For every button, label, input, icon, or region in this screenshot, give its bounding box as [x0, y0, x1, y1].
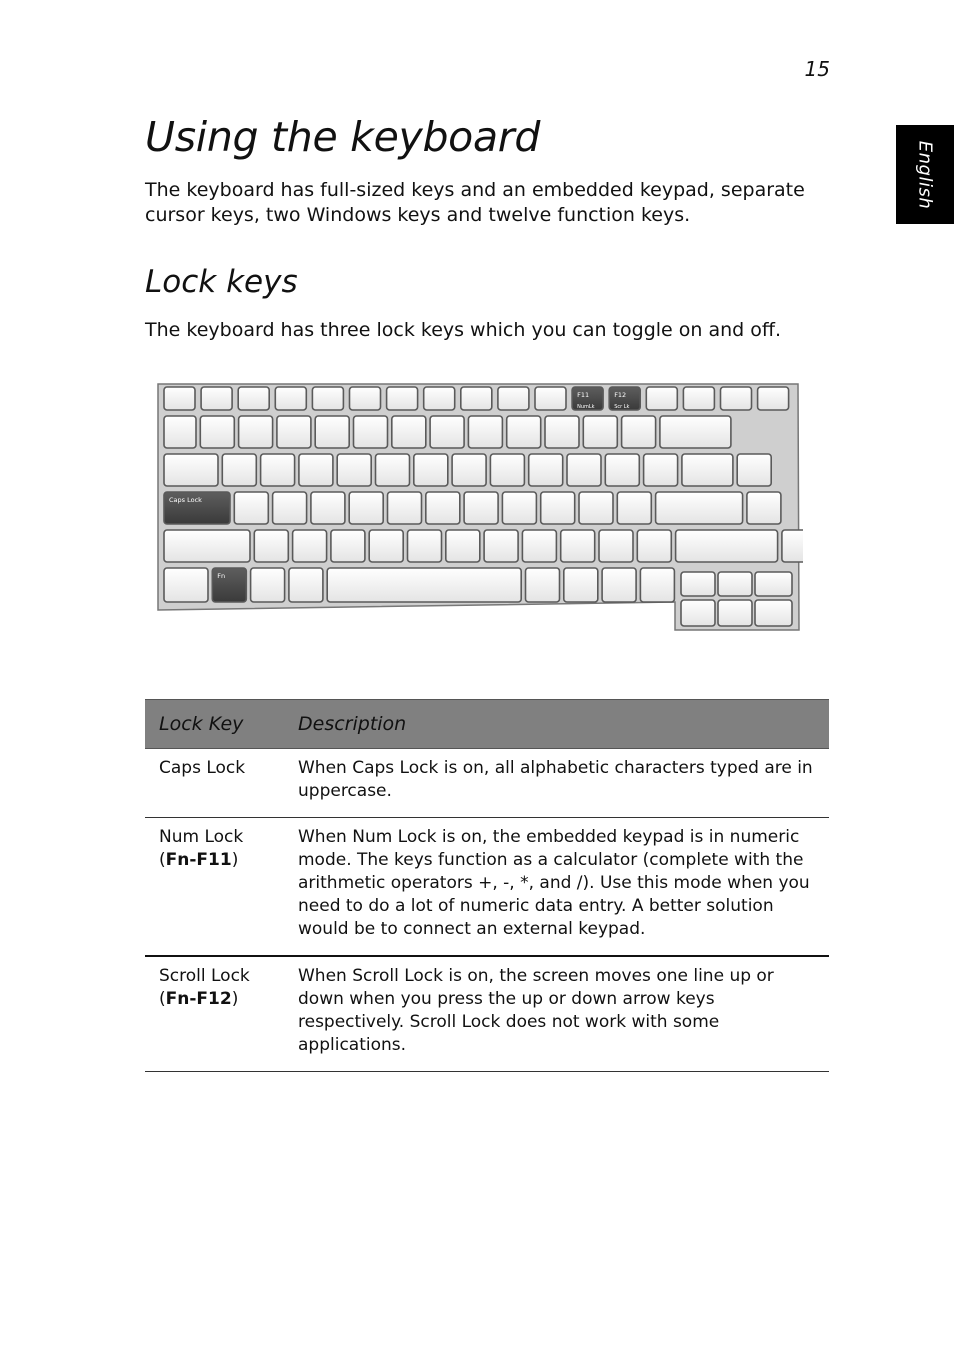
header-description: Description — [284, 700, 829, 749]
keyboard-key — [490, 454, 524, 486]
keyboard-key — [426, 492, 460, 524]
keyboard-key — [567, 454, 601, 486]
keyboard-key — [502, 492, 536, 524]
keyboard-key — [718, 572, 752, 596]
keyboard-key — [484, 530, 518, 562]
key-label: Fn — [217, 572, 226, 580]
keyboard-key — [747, 492, 781, 524]
keyboard-key — [331, 530, 365, 562]
table-row — [145, 818, 829, 957]
key-label: F11 — [577, 391, 590, 399]
keyboard-key — [640, 568, 674, 602]
keyboard-key — [599, 530, 633, 562]
keyboard-key — [234, 492, 268, 524]
key-label: Caps Lock — [169, 496, 202, 504]
keyboard-key — [782, 530, 803, 562]
keyboard-key — [464, 492, 498, 524]
language-tab-label: English — [914, 140, 936, 209]
keyboard-key — [683, 387, 714, 410]
keyboard-key — [424, 387, 455, 410]
keyboard-key — [164, 530, 250, 562]
keyboard-key — [605, 454, 639, 486]
keyboard-key — [350, 387, 381, 410]
keyboard-key — [376, 454, 410, 486]
table-row — [145, 749, 829, 818]
keyboard-key — [239, 416, 273, 448]
keyboard-key — [164, 454, 218, 486]
f12-key — [609, 387, 640, 410]
keyboard-key — [238, 387, 269, 410]
keyboard-key — [602, 568, 636, 602]
keyboard-key — [656, 492, 743, 524]
keyboard-key — [681, 600, 715, 626]
keyboard-key — [461, 387, 492, 410]
key-label: F12 — [614, 391, 627, 399]
keyboard-key — [755, 600, 792, 626]
keyboard-key — [498, 387, 529, 410]
keyboard-key — [718, 600, 752, 626]
keyboard-key — [676, 530, 778, 562]
keyboard-key — [468, 416, 502, 448]
keyboard-key — [526, 568, 560, 602]
page-title: Using the keyboard — [145, 113, 541, 161]
lock-key-name: Num Lock — [159, 827, 244, 847]
keyboard-key — [273, 492, 307, 524]
keyboard-key — [392, 416, 426, 448]
keyboard-key — [222, 454, 256, 486]
keyboard-keys — [164, 387, 803, 626]
keyboard-key — [275, 387, 306, 410]
section-title: Lock keys — [145, 264, 298, 300]
keyboard-key — [414, 454, 448, 486]
keyboard-key — [682, 454, 733, 486]
keyboard-key — [388, 492, 422, 524]
keyboard-key — [579, 492, 613, 524]
keyboard-key — [293, 530, 327, 562]
keyboard-key — [349, 492, 383, 524]
keyboard-key — [535, 387, 566, 410]
key-sublabel: Scr Lk — [614, 404, 630, 410]
keyboard-key — [200, 416, 234, 448]
key-sublabel: NumLk — [577, 404, 595, 410]
keyboard-key — [311, 492, 345, 524]
keyboard-key — [755, 572, 792, 596]
lock-key-name: Scroll Lock — [159, 966, 250, 986]
keyboard-key — [721, 387, 752, 410]
fn-key — [212, 568, 246, 602]
keyboard-key — [737, 454, 771, 486]
keyboard-key — [201, 387, 232, 410]
keyboard-key — [251, 568, 285, 602]
keyboard-key — [387, 387, 418, 410]
keyboard-key — [164, 568, 208, 602]
keyboard-key — [637, 530, 671, 562]
keyboard-key — [430, 416, 464, 448]
keyboard-key — [312, 387, 343, 410]
keyboard-key — [446, 530, 480, 562]
description-cell: When Caps Lock is on, all alphabetic characters typed are in uppercase. — [284, 749, 829, 818]
keyboard-key — [408, 530, 442, 562]
keyboard-key — [315, 416, 349, 448]
description-cell: When Num Lock is on, the embedded keypad is in numeric mode. The keys function as a calculator (complete with the arithmetic operators +, -, *, and /). Use this mode when you need to do a lot of numeric data entry. A better solution would be to connect an external keypad. — [284, 818, 829, 957]
f11-key — [572, 387, 603, 410]
key-combo-open: ( — [159, 989, 166, 1009]
keyboard-key — [164, 416, 196, 448]
key-combo-close: ) — [231, 989, 239, 1009]
keyboard-key — [529, 454, 563, 486]
keyboard-key — [289, 568, 323, 602]
keyboard-key — [299, 454, 333, 486]
keyboard-key — [507, 416, 541, 448]
lock-key-cell — [145, 749, 284, 818]
keyboard-key — [644, 454, 678, 486]
keyboard-key — [758, 387, 789, 410]
keyboard-drawing — [155, 380, 803, 634]
keyboard-key — [561, 530, 595, 562]
keyboard-key — [622, 416, 656, 448]
lock-keys-table — [145, 699, 829, 1072]
keyboard-key — [583, 416, 617, 448]
keyboard-key — [164, 387, 195, 410]
keyboard-key — [646, 387, 677, 410]
language-tab — [896, 125, 954, 224]
keyboard-key — [660, 416, 731, 448]
lock-key-cell — [145, 956, 284, 1072]
keyboard-key — [337, 454, 371, 486]
keyboard-key — [522, 530, 556, 562]
keyboard-key — [354, 416, 388, 448]
description-cell: When Scroll Lock is on, the screen moves one line up or down when you press the up or down arrow keys respectively. Scroll Lock does not work with some applications. — [284, 956, 829, 1072]
caps-lock-key — [164, 492, 230, 524]
key-combo-close: ) — [231, 850, 239, 870]
intro-paragraph: The keyboard has full-sized keys and an embedded keypad, separate cursor keys, two Windows keys and twelve function keys. — [145, 179, 805, 226]
keyboard-key — [681, 572, 715, 596]
keyboard-illustration — [155, 380, 803, 634]
keyboard-key — [564, 568, 598, 602]
keyboard-key — [254, 530, 288, 562]
table-row — [145, 956, 829, 1072]
key-combo: Fn-F11 — [165, 850, 232, 870]
keyboard-key — [327, 568, 521, 602]
key-combo: Fn-F12 — [165, 989, 232, 1009]
keyboard-key — [261, 454, 295, 486]
key-combo-open: ( — [159, 850, 166, 870]
lock-key-cell — [145, 818, 284, 957]
keyboard-key — [277, 416, 311, 448]
page-number: 15 — [804, 57, 830, 81]
table-header-row — [145, 700, 829, 749]
header-lock-key: Lock Key — [145, 700, 284, 749]
keyboard-key — [545, 416, 579, 448]
keyboard-key — [617, 492, 651, 524]
keyboard-key — [541, 492, 575, 524]
lock-key-name: Caps Lock — [159, 758, 246, 778]
keyboard-key — [369, 530, 403, 562]
section-paragraph: The keyboard has three lock keys which you can toggle on and off. — [145, 319, 782, 341]
keyboard-key — [452, 454, 486, 486]
